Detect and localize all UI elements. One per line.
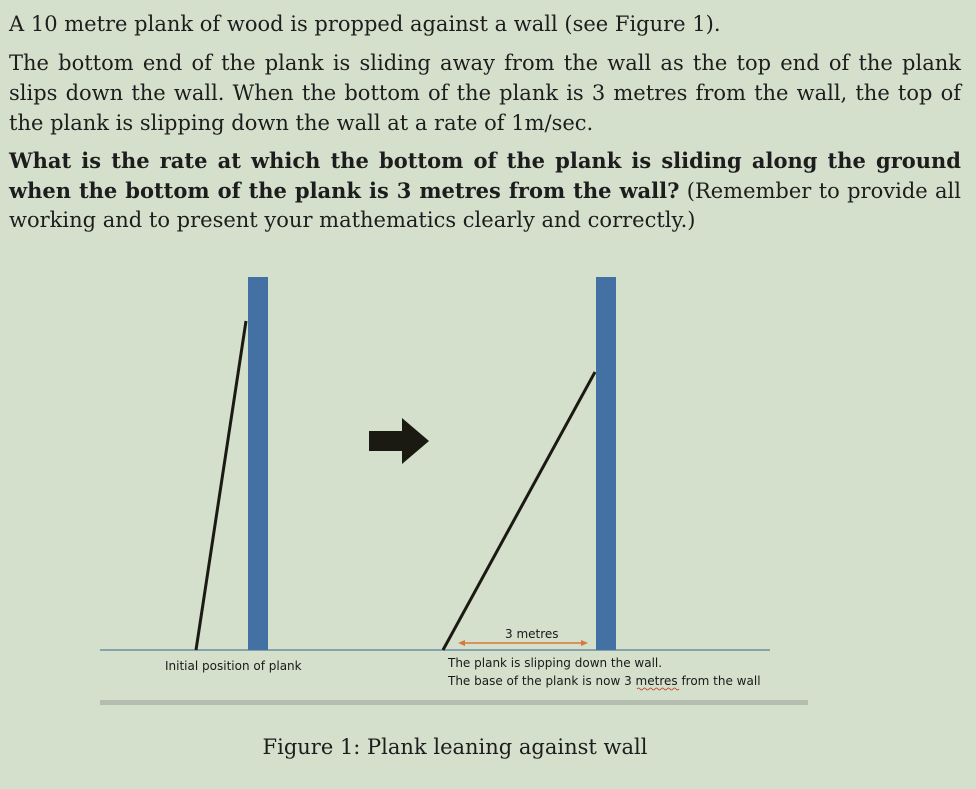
distance-label: 3 metres bbox=[505, 627, 559, 641]
distance-arrowhead-left bbox=[458, 640, 465, 646]
spellcheck-underline bbox=[637, 688, 679, 690]
initial-position-label: Initial position of plank bbox=[165, 659, 302, 673]
question-instruction-text: (Remember to provide all working and to present your mathematics clearly and correctly.) bbox=[9, 179, 961, 232]
slipping-label-line1: The plank is slipping down the wall. bbox=[448, 656, 663, 670]
plank-slipped bbox=[443, 372, 595, 650]
wall-initial bbox=[248, 277, 268, 650]
figure-caption: Figure 1: Plank leaning against wall bbox=[262, 735, 648, 759]
plank-initial bbox=[196, 321, 246, 650]
slipping-label-line2: The base of the plank is now 3 metres from the wall bbox=[448, 674, 761, 688]
wall-slipped bbox=[596, 277, 616, 650]
arrow-right-icon bbox=[369, 418, 429, 464]
figure-bottom-border bbox=[100, 700, 808, 705]
problem-paragraph: The bottom end of the plank is sliding away from the wall as the top end of the plank slips down the wall. When the bottom of the plank is 3 metres from the wall, the top of the plank is slipping down the wall at a rate of 1m/sec. bbox=[9, 51, 961, 135]
intro-paragraph: A 10 metre plank of wood is propped against a wall (see Figure 1). bbox=[9, 12, 721, 36]
distance-arrowhead-right bbox=[581, 640, 588, 646]
question-bold-text: What is the rate at which the bottom of the plank is sliding along the ground when the bottom of the plank is 3 metres from the wall? bbox=[9, 148, 961, 203]
